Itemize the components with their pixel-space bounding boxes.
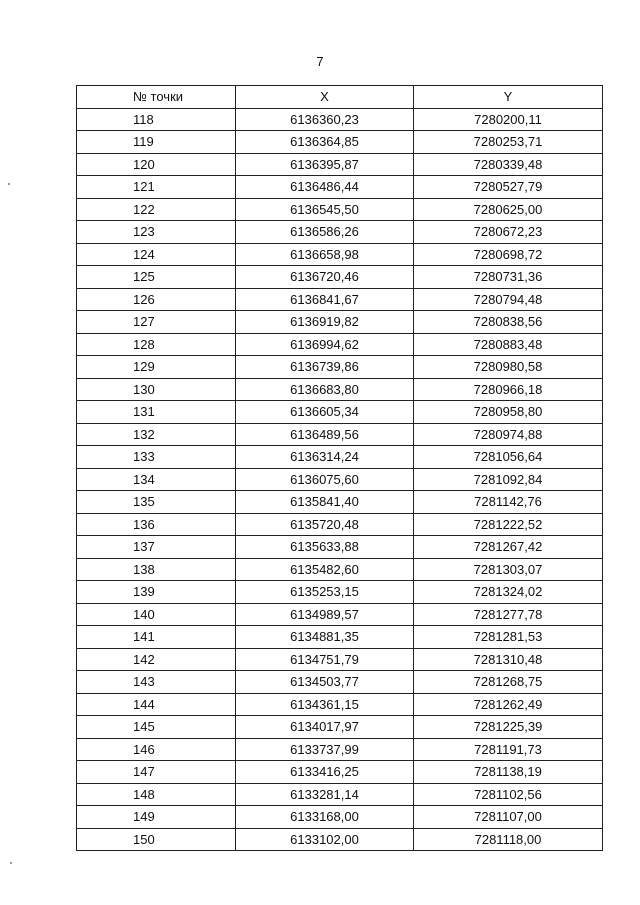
cell-y: 7281281,53 (414, 626, 603, 649)
cell-point-number: 140 (77, 603, 236, 626)
cell-point-number: 135 (77, 491, 236, 514)
cell-y: 7281303,07 (414, 558, 603, 581)
header-y: Y (414, 86, 603, 109)
cell-x: 6136841,67 (236, 288, 414, 311)
table-row (77, 311, 603, 334)
cell-y: 7281222,52 (414, 513, 603, 536)
cell-x: 6136364,85 (236, 131, 414, 154)
cell-point-number: 131 (77, 401, 236, 424)
cell-x: 6135253,15 (236, 581, 414, 604)
cell-x: 6135841,40 (236, 491, 414, 514)
cell-point-number: 146 (77, 738, 236, 761)
cell-point-number: 148 (77, 783, 236, 806)
table-row (77, 783, 603, 806)
cell-point-number: 142 (77, 648, 236, 671)
table-header-row (77, 86, 603, 109)
cell-y: 7280527,79 (414, 176, 603, 199)
cell-y: 7281102,56 (414, 783, 603, 806)
cell-y: 7280625,00 (414, 198, 603, 221)
cell-x: 6133281,14 (236, 783, 414, 806)
table-row (77, 266, 603, 289)
table-row (77, 738, 603, 761)
table-row (77, 693, 603, 716)
table-row (77, 401, 603, 424)
table-row (77, 356, 603, 379)
cell-x: 6135720,48 (236, 513, 414, 536)
cell-x: 6136075,60 (236, 468, 414, 491)
cell-point-number: 130 (77, 378, 236, 401)
cell-point-number: 129 (77, 356, 236, 379)
cell-y: 7280339,48 (414, 153, 603, 176)
cell-y: 7281056,64 (414, 446, 603, 469)
table-row (77, 626, 603, 649)
table-row (77, 198, 603, 221)
table-row (77, 378, 603, 401)
cell-point-number: 123 (77, 221, 236, 244)
cell-point-number: 125 (77, 266, 236, 289)
cell-x: 6136683,80 (236, 378, 414, 401)
cell-point-number: 118 (77, 108, 236, 131)
cell-y: 7281142,76 (414, 491, 603, 514)
cell-x: 6136720,46 (236, 266, 414, 289)
cell-y: 7281191,73 (414, 738, 603, 761)
table-row (77, 491, 603, 514)
cell-x: 6136314,24 (236, 446, 414, 469)
cell-point-number: 126 (77, 288, 236, 311)
cell-point-number: 147 (77, 761, 236, 784)
table-row (77, 648, 603, 671)
cell-point-number: 120 (77, 153, 236, 176)
cell-y: 7280731,36 (414, 266, 603, 289)
cell-y: 7281118,00 (414, 828, 603, 851)
cell-x: 6136658,98 (236, 243, 414, 266)
cell-point-number: 127 (77, 311, 236, 334)
cell-point-number: 124 (77, 243, 236, 266)
table-row (77, 671, 603, 694)
cell-point-number: 145 (77, 716, 236, 739)
table-row (77, 513, 603, 536)
cell-point-number: 141 (77, 626, 236, 649)
cell-y: 7281277,78 (414, 603, 603, 626)
cell-y: 7280966,18 (414, 378, 603, 401)
cell-point-number: 121 (77, 176, 236, 199)
cell-point-number: 139 (77, 581, 236, 604)
table-row (77, 828, 603, 851)
cell-x: 6133737,99 (236, 738, 414, 761)
cell-x: 6134751,79 (236, 648, 414, 671)
cell-x: 6134503,77 (236, 671, 414, 694)
cell-y: 7280698,72 (414, 243, 603, 266)
cell-x: 6136486,44 (236, 176, 414, 199)
cell-point-number: 144 (77, 693, 236, 716)
cell-x: 6133416,25 (236, 761, 414, 784)
table-row (77, 221, 603, 244)
cell-x: 6134017,97 (236, 716, 414, 739)
table-row (77, 581, 603, 604)
cell-y: 7281092,84 (414, 468, 603, 491)
cell-point-number: 133 (77, 446, 236, 469)
table-row (77, 153, 603, 176)
cell-y: 7280672,23 (414, 221, 603, 244)
cell-point-number: 119 (77, 131, 236, 154)
table-row (77, 446, 603, 469)
cell-x: 6136586,26 (236, 221, 414, 244)
cell-x: 6136919,82 (236, 311, 414, 334)
cell-x: 6134881,35 (236, 626, 414, 649)
cell-x: 6134361,15 (236, 693, 414, 716)
cell-point-number: 138 (77, 558, 236, 581)
table-row (77, 806, 603, 829)
cell-x: 6135482,60 (236, 558, 414, 581)
cell-y: 7281324,02 (414, 581, 603, 604)
table-row (77, 288, 603, 311)
cell-point-number: 136 (77, 513, 236, 536)
cell-y: 7280883,48 (414, 333, 603, 356)
cell-x: 6135633,88 (236, 536, 414, 559)
table-row (77, 536, 603, 559)
cell-x: 6136360,23 (236, 108, 414, 131)
cell-x: 6136545,50 (236, 198, 414, 221)
cell-x: 6136994,62 (236, 333, 414, 356)
header-x: X (236, 86, 414, 109)
cell-x: 6136395,87 (236, 153, 414, 176)
cell-point-number: 132 (77, 423, 236, 446)
cell-y: 7281225,39 (414, 716, 603, 739)
cell-x: 6136489,56 (236, 423, 414, 446)
cell-point-number: 137 (77, 536, 236, 559)
coordinates-table (76, 85, 603, 851)
cell-y: 7281262,49 (414, 693, 603, 716)
page-number: 7 (316, 54, 324, 69)
cell-point-number: 128 (77, 333, 236, 356)
cell-x: 6133168,00 (236, 806, 414, 829)
cell-y: 7281138,19 (414, 761, 603, 784)
table-row (77, 131, 603, 154)
cell-y: 7280838,56 (414, 311, 603, 334)
table-row (77, 243, 603, 266)
cell-y: 7280253,71 (414, 131, 603, 154)
cell-x: 6136739,86 (236, 356, 414, 379)
table-row (77, 716, 603, 739)
cell-y: 7281310,48 (414, 648, 603, 671)
cell-x: 6133102,00 (236, 828, 414, 851)
table-row (77, 558, 603, 581)
table-body (77, 108, 603, 851)
table-row (77, 333, 603, 356)
table-row (77, 603, 603, 626)
cell-point-number: 122 (77, 198, 236, 221)
table-row (77, 761, 603, 784)
cell-y: 7280958,80 (414, 401, 603, 424)
table-row (77, 108, 603, 131)
cell-y: 7281267,42 (414, 536, 603, 559)
margin-speck (8, 183, 10, 185)
cell-x: 6134989,57 (236, 603, 414, 626)
table-row (77, 423, 603, 446)
cell-point-number: 143 (77, 671, 236, 694)
cell-y: 7281268,75 (414, 671, 603, 694)
table-row (77, 176, 603, 199)
cell-point-number: 150 (77, 828, 236, 851)
cell-y: 7280974,88 (414, 423, 603, 446)
cell-point-number: 134 (77, 468, 236, 491)
table-row (77, 468, 603, 491)
cell-point-number: 149 (77, 806, 236, 829)
margin-speck (10, 862, 12, 864)
cell-y: 7280980,58 (414, 356, 603, 379)
cell-y: 7280200,11 (414, 108, 603, 131)
cell-x: 6136605,34 (236, 401, 414, 424)
cell-y: 7280794,48 (414, 288, 603, 311)
cell-y: 7281107,00 (414, 806, 603, 829)
header-point-number: № точки (77, 86, 236, 109)
